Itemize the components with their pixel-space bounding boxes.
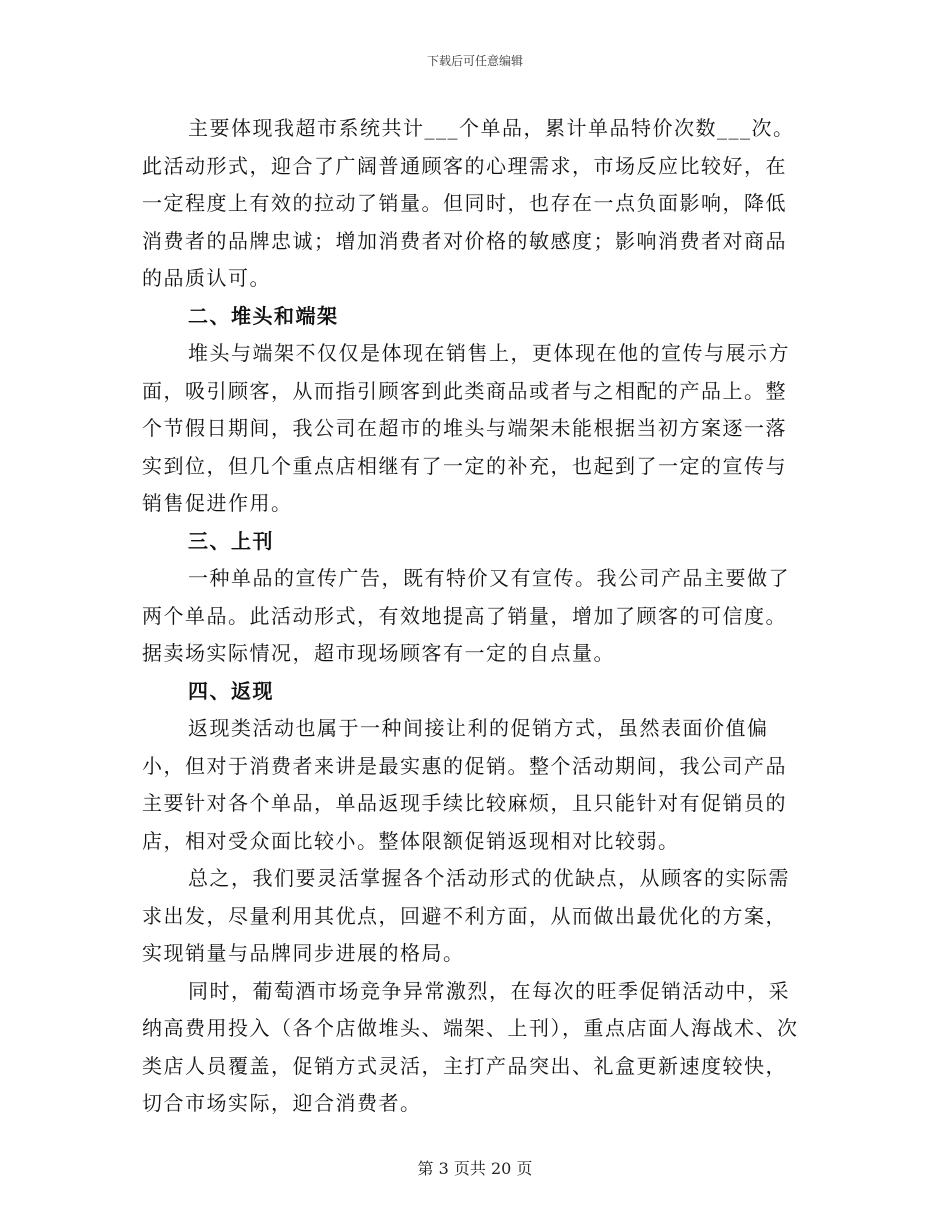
document-body: [142, 110, 802, 1123]
section-heading-cashback: 四、返现: [188, 678, 274, 703]
paragraph-market-competition: 同时，葡萄酒市场竞争异常激烈，在每次的旺季促销活动中，采纳高费用投入（各个店做堆头、端架、上刊），重点店面人海战术、次类店人员覆盖，促销方式灵活，主打产品突出、礼盒更新速度较快，切合市场实际，迎合消费者。: [142, 978, 799, 1115]
page-number: 第 3 页共 20 页: [417, 1159, 533, 1178]
section-heading-publication: 三、上刊: [188, 528, 274, 553]
paragraph-stack-endcap: 堆头与端架不仅仅是体现在销售上，更体现在他的宣传与展示方面，吸引顾客，从而指引顾客到此类商品或者与之相配的产品上。整个节假日期间，我公司在超市的堆头与端架未能根据当初方案逐一落实到位，但几个重点店相继有了一定的补充，也起到了一定的宣传与销售促进作用。: [142, 341, 790, 515]
paragraph-special-price: 主要体现我超市系统共计___个单品，累计单品特价次数___次。此活动形式，迎合了广阔普通顾客的心理需求，市场反应比较好，在一定程度上有效的拉动了销量。但同时，也存在一点负面影响，降低消费者的品牌忠诚；增加消费者对价格的敏感度；影响消费者对商品的品质认可。: [142, 116, 795, 290]
page-header: 下载后可任意编辑: [426, 54, 523, 68]
paragraph-cashback: 返现类活动也属于一种间接让利的促销方式，虽然表面价值偏小，但对于消费者来讲是最实惠的促销。整个活动期间，我公司产品主要针对各个单品，单品返现手续比较麻烦，且只能针对有促销员的店，相对受众面比较小。整体限额促销返现相对比较弱。: [142, 716, 787, 853]
section-heading-stack-endcap: 二、堆头和端架: [188, 303, 339, 328]
paragraph-summary: 总之，我们要灵活掌握各个活动形式的优缺点，从顾客的实际需求出发，尽量利用其优点，回避不利方面，从而做出最优化的方案，实现销量与品牌同步进展的格局。: [142, 866, 790, 965]
paragraph-publication: 一种单品的宣传广告，既有特价又有宣传。我公司产品主要做了两个单品。此活动形式，有效地提高了销量，增加了顾客的可信度。据卖场实际情况，超市现场顾客有一定的自点量。: [142, 566, 790, 665]
